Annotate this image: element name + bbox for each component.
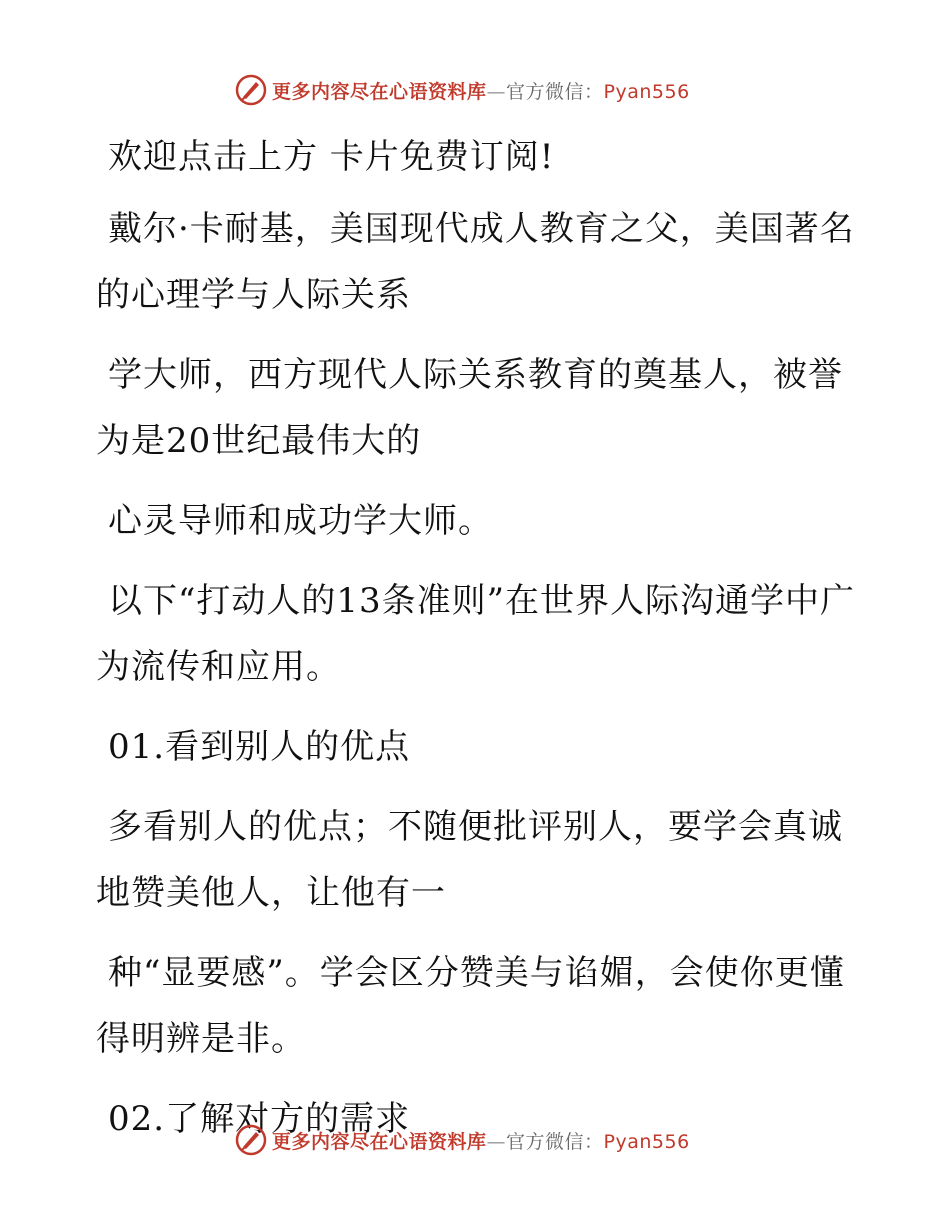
banner-wechat-label: 官方微信： — [506, 1130, 604, 1153]
banner-wechat-label: 官方微信： — [506, 80, 604, 103]
paragraph-subscribe: 欢迎点击上方 卡片免费订阅! — [108, 137, 555, 177]
section-heading-02: 02.了解对方的需求 — [108, 1099, 411, 1139]
banner-wechat-id: Pyan556 — [603, 80, 690, 103]
paragraph-intro-1: 戴尔·卡耐基，美国现代成人教育之父，美国著名的心理学与人际关系 — [96, 209, 855, 315]
header-banner — [234, 72, 690, 108]
paragraph-intro-2: 学大师，西方现代人际关系教育的奠基人，被誉为是20世纪最伟大的 — [96, 355, 843, 461]
banner-main-text: 更多内容尽在心语资料库 — [272, 1130, 487, 1153]
document-body — [96, 124, 856, 1166]
banner-text — [272, 1127, 690, 1154]
banner-dash: — — [486, 1130, 507, 1153]
quill-logo-icon — [234, 73, 268, 107]
banner-dash: — — [486, 80, 507, 103]
banner-wechat-id: Pyan556 — [603, 1130, 690, 1153]
paragraph-section-01-b: 种“显要感”。学会区分赞美与谄媚，会使你更懂得明辨是非。 — [96, 953, 845, 1059]
paragraph-intro-4: 以下“打动人的13条准则”在世界人际沟通学中广为流传和应用。 — [96, 581, 856, 687]
banner-main-text: 更多内容尽在心语资料库 — [272, 80, 487, 103]
paragraph-section-01-a: 多看别人的优点；不随便批评别人，要学会真诚地赞美他人，让他有一 — [96, 807, 843, 913]
quill-logo-icon — [234, 1123, 268, 1157]
banner-text — [272, 77, 690, 104]
paragraph-intro-3: 心灵导师和成功学大师。 — [108, 501, 493, 541]
section-heading-01: 01.看到别人的优点 — [108, 727, 411, 767]
footer-banner — [234, 1122, 690, 1158]
